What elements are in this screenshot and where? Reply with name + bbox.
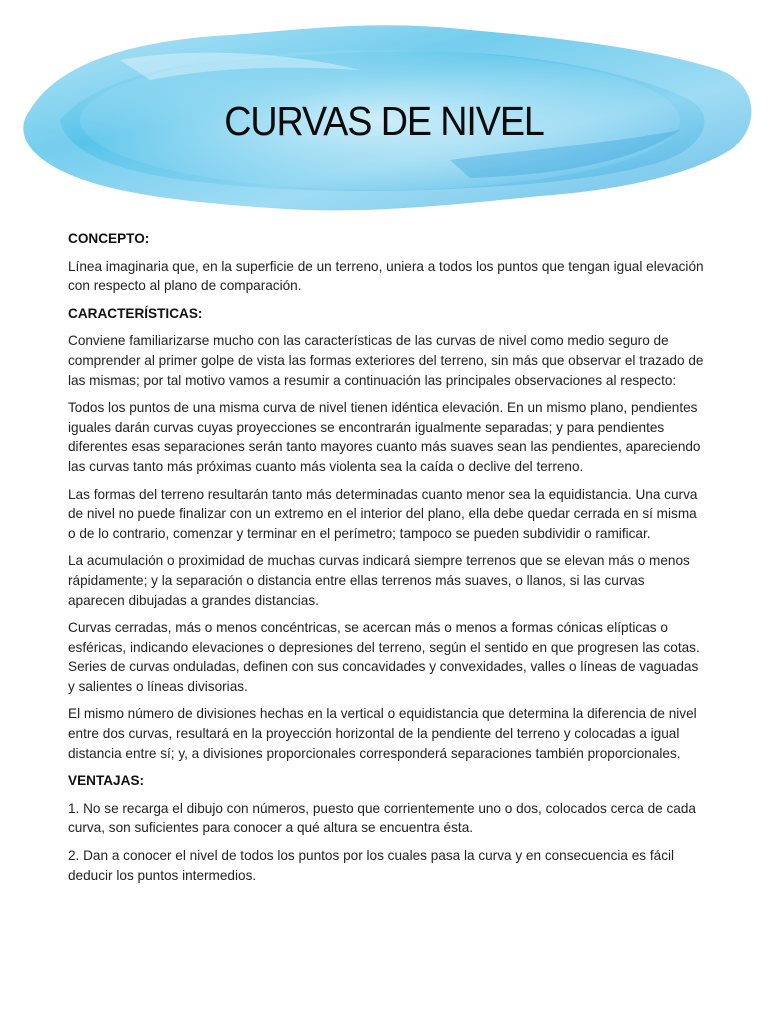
paragraph: El mismo número de divisiones hechas en la vertical o equidistancia que determina la diferencia de nivel entre dos curvas, resultará en la proyección horizontal de la pendiente del terreno y colocadas a igual distancia entre sí; y, a divisiones proporcionales corresponderá separaciones también proporcionales. (68, 706, 697, 761)
paragraph: Conviene familiarizarse mucho con las características de las curvas de nivel como medio seguro de comprender al primer golpe de vista las formas exteriores del terreno, sin más que observar el trazado de las mismas; por tal motivo vamos a resumir a continuación las principales observaciones al respecto: (68, 333, 704, 388)
page-title: CURVAS DE NIVEL (224, 98, 544, 144)
paragraph: Todos los puntos de una misma curva de nivel tienen idéntica elevación. En un mismo plano, pendientes iguales darán curvas cuyas proyecciones se encontrarán igualmente separadas; y para pendientes diferentes esas separaciones serán tanto mayores cuanto más suaves sean las pendientes, apareciendo las curvas tanto más próximas cuanto más violenta sea la caída o declive del terreno. (68, 400, 701, 474)
paragraph: Línea imaginaria que, en la superficie de un terreno, uniera a todos los puntos que tengan igual elevación con respecto al plano de comparación. (68, 258, 704, 294)
heading-concepto: CONCEPTO: (68, 231, 150, 246)
paragraph: La acumulación o proximidad de muchas curvas indicará siempre terrenos que se elevan más o menos rápidamente; y la separación o distancia entre ellas terrenos más suaves, o llanos, si las curvas aparecen dibujadas a grandes distancias. (68, 553, 690, 608)
paragraph: Curvas cerradas, más o menos concéntricas, se acercan más o menos a formas cónicas elípticas o esféricas, indicando elevaciones o depresiones del terreno, según el sentido en que progresen las cotas. Series de curvas onduladas, definen con sus concavidades y convexidades, valles o líneas de vaguadas y salientes o líneas divisorias. (68, 620, 700, 694)
paragraph: 1. No se recarga el dibujo con números, puesto que corrientemente uno o dos, colocados cerca de cada curva, son suficientes para conocer a qué altura se encuentra ésta. (68, 800, 696, 836)
document-body (68, 229, 704, 893)
paragraph: Las formas del terreno resultarán tanto más determinadas cuanto menor sea la equidistancia. Una curva de nivel no puede finalizar con un extremo en el interior del plano, ella debe quedar cerrada en sí misma o de lo contrario, comenzar y terminar en el perímetro; tampoco se pueden subdividir o ramificar. (68, 486, 698, 541)
heading-caracteristicas: CARACTERÍSTICAS: (68, 305, 203, 321)
paragraph: 2. Dan a conocer el nivel de todos los puntos por los cuales pasa la curva y en consecuencia es fácil deducir los puntos intermedios. (68, 848, 675, 883)
heading-ventajas: VENTAJAS: (68, 773, 145, 789)
